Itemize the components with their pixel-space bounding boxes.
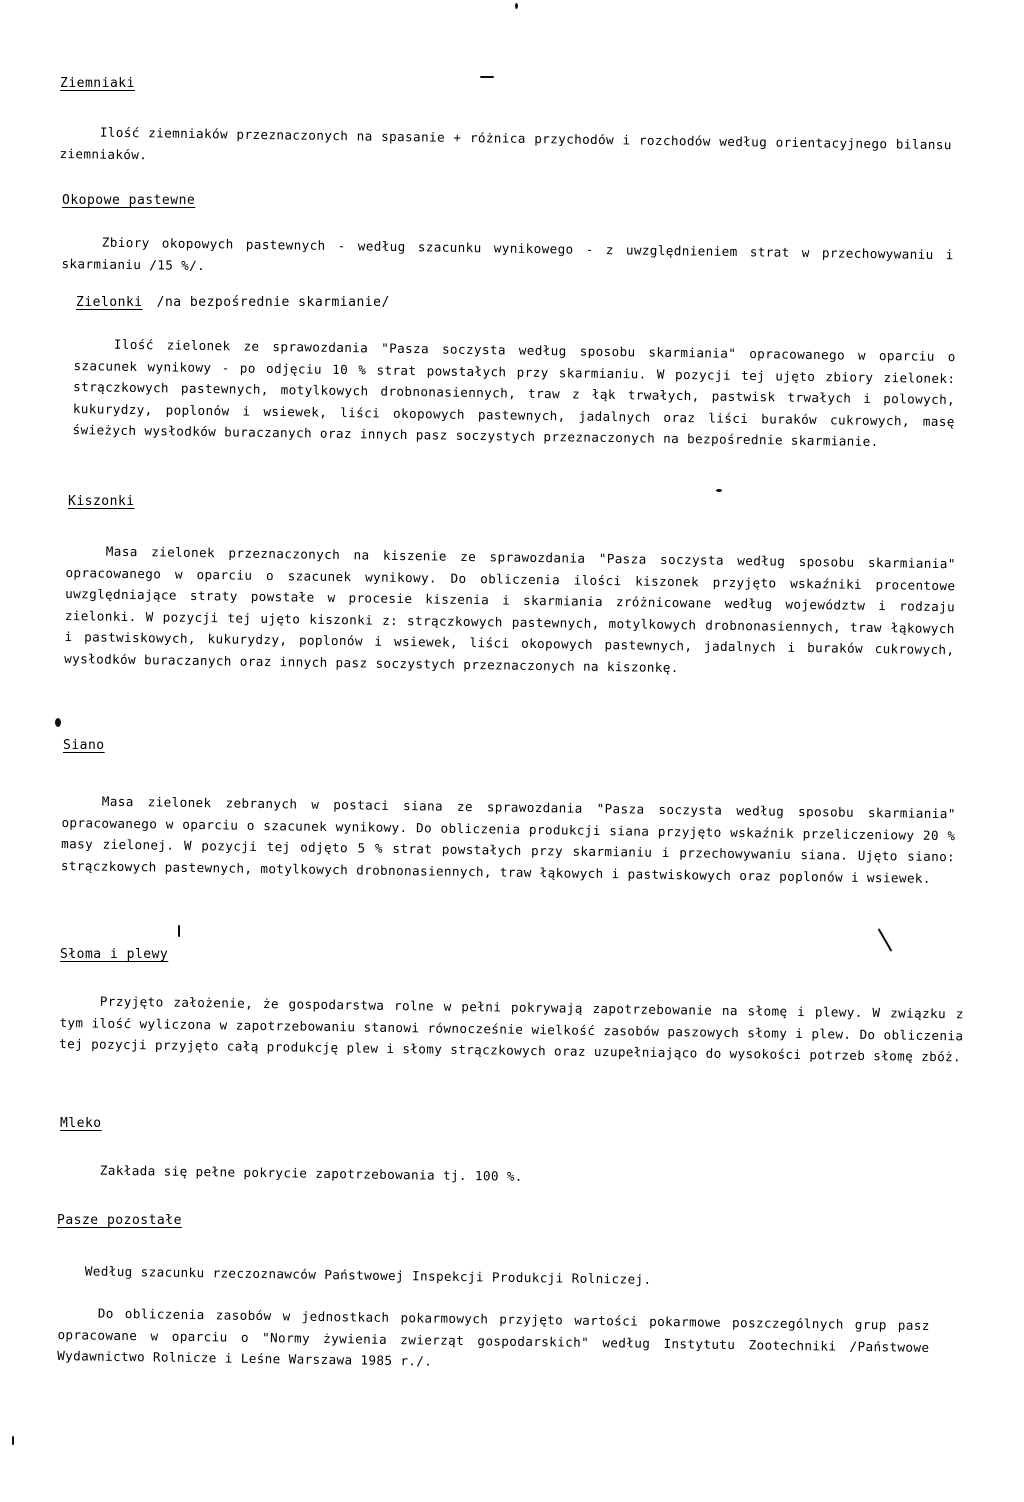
paragraph-text: Zakłada się pełne pokrycie zapotrzebowania tj. 100 %. (99, 1162, 523, 1184)
paragraph-text: Według szacunku rzeczoznawców Państwowej Inspekcji Produkcji Rolniczej. (84, 1263, 652, 1287)
section-heading-siano: Siano (63, 738, 105, 753)
scan-speck (716, 489, 722, 492)
closing-paragraph (57, 1302, 930, 1379)
section-heading-label: Zielonki (76, 295, 143, 310)
section-heading-note: /na bezpośrednie skarmianie/ (156, 295, 390, 310)
section-heading-kiszonki: Kiszonki (68, 494, 135, 509)
scan-speck (480, 76, 494, 78)
section-heading-mleko: Mleko (60, 1116, 102, 1131)
paragraph-text: Zbiory okopowych pastewnych - według szacunku wynikowego - z uwzględnieniem strat w przechowywaniu i skarmianiu /15 %/. (61, 234, 954, 273)
scan-speck (515, 3, 518, 9)
section-heading-pasze-pozostale: Pasze pozostałe (57, 1213, 182, 1228)
scan-speck (55, 718, 61, 727)
section-heading-sloma-i-plewy: Słoma i plewy (60, 947, 169, 962)
section-body-okopowe-pastewne (61, 231, 954, 287)
section-body-zielonki (72, 333, 955, 454)
scan-speck (178, 925, 180, 937)
paragraph-text: Ilość ziemniaków przeznaczonych na spasanie + różnica przychodów i rozchodów według orientacyjnego bilansu ziemniaków. (59, 124, 952, 162)
scan-speck (12, 1436, 14, 1445)
section-body-siano (61, 790, 956, 889)
paragraph-text: Masa zielonek przeznaczonych na kiszenie ze sprawozdania "Pasza soczysta według sposobu skarmiania" opracowanego w oparciu o szacunek wynikowy. Do obliczenia ilości kiszonek przyjęto wskaźniki procentowe uwzględniające straty powstałe w procesie kiszenia i skarmiania zróżnicowane według województw i rodzaju zielonki. W pozycji tej ujęto kiszonki z: strączkowych pastewnych, motylkowych drobnonasiennych, traw łąkowych i pastwiskowych, kukurydzy, poplonów i wsiewek, liści okopowych pastewnych, jadalnych i buraków cukrowych, wysłodków buraczanych oraz innych pasz soczystych przeznaczonych na kiszonkę. (64, 543, 956, 675)
scan-speck (878, 928, 893, 952)
section-body-mleko (60, 1159, 960, 1194)
paragraph-text: Masa zielonek zebranych w postaci siana ze sprawozdania "Pasza soczysta według sposobu skarmiania" opracowanego w oparciu o szacunek wynikowy. Do obliczenia produkcji siana przyjęto wskaźnik przeliczeniowy 20 % masy zielonej. W pozycji tej odjęto 5 % strat powstałych przy skarmianiu i przechowywaniu siana. Ujęto siano: strączkowych pastewnych, motylkowych drobnonasiennych, traw łąkowych i pastwiskowych oraz poplonów i wsiewek. (60, 793, 956, 886)
section-heading-ziemniaki: Ziemniaki (60, 76, 135, 91)
section-body-sloma-i-plewy (59, 990, 964, 1068)
section-body-pasze-pozostale (55, 1260, 955, 1295)
section-body-ziemniaki (59, 121, 952, 177)
paragraph-text: Ilość zielonek ze sprawozdania "Pasza soczysta według sposobu skarmiania" opracowanego w oparciu o szacunek wynikowy - po odjęciu 10 % strat powstałych przy skarmianiu. W pozycji tej ujęto zbiory zielonek: strączkowych pastewnych, motylkowych drobnonasiennych, traw z łąk trwałych, pastwisk trwałych i polowych, kukurydzy, poplonów i wsiewek, liści okopowych pastewnych, jadalnych oraz liści buraków cukrowych, masę świeżych wysłodków buraczanych oraz innych pasz soczystych przeznaczonych na bezpośrednie skarmianie. (72, 336, 956, 449)
section-body-kiszonki (64, 540, 956, 682)
section-heading-okopowe-pastewne: Okopowe pastewne (62, 193, 196, 208)
section-heading-zielonki (76, 295, 390, 310)
paragraph-text: Do obliczenia zasobów w jednostkach pokarmowych przyjęto wartości pokarmowe poszczególnych grup pasz opracowane w oparciu o "Normy żywienia zwierząt gospodarskich" według Instytutu Zootechniki /Państwowe Wydawnictwo Rolnicze i Leśne Warszawa 1985 r./. (57, 1305, 930, 1369)
paragraph-text: Przyjęto założenie, że gospodarstwa rolne w pełni pokrywają zapotrzebowanie na słomę i plewy. W związku z tym ilość wyliczona w zapotrzebowaniu stanowi równocześnie wielkość zasobów paszowych słomy i plew. Do obliczenia tej pozycji przyjęto całą produkcję plew i słomy strączkowych oraz uzupełniająco do wysokości potrzeb słomę zbóż. (59, 993, 964, 1065)
